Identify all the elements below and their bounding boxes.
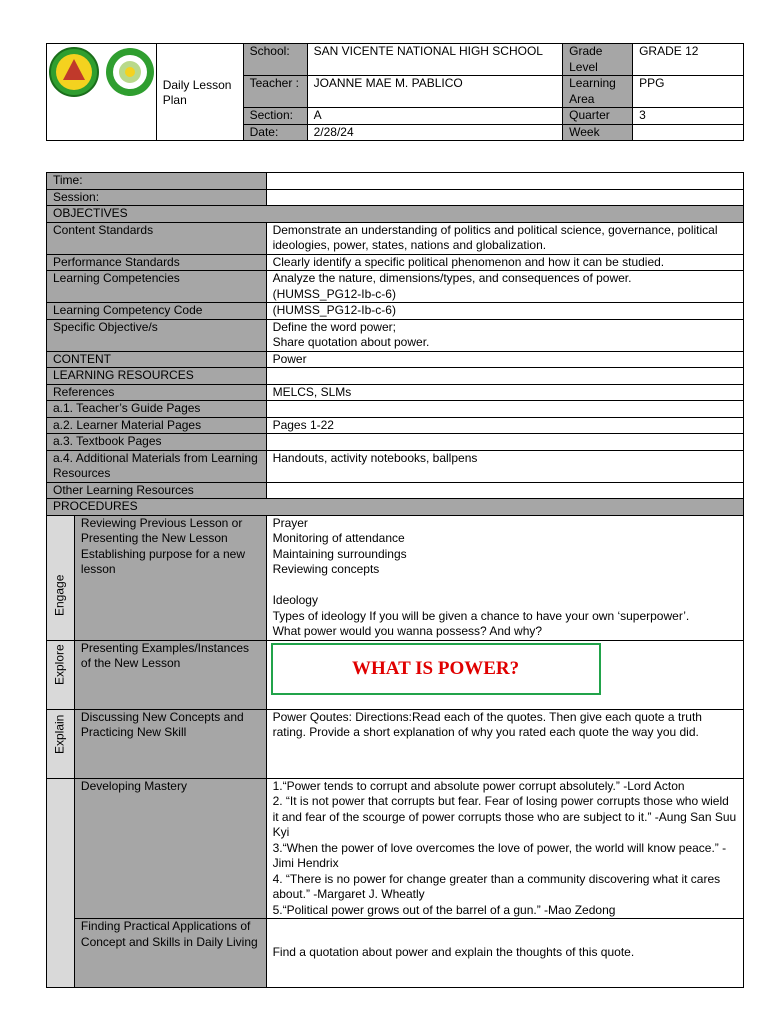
- other-resources-value: [266, 482, 743, 499]
- school-value: SAN VICENTE NATIONAL HIGH SCHOOL: [307, 44, 563, 76]
- engage-line: Prayer: [272, 515, 308, 530]
- learner-material-label: a.2. Learner Material Pages: [47, 417, 267, 434]
- competencies-value: Analyze the nature, dimensions/types, and consequences of power. (HUMSS_PG12-Ib-c-6): [266, 271, 743, 303]
- textbook-value: [266, 434, 743, 451]
- practical-label: Finding Practical Applications of Concept and Skills in Daily Living: [74, 919, 266, 988]
- mastery-content: [266, 778, 743, 919]
- area-value: PPG: [633, 76, 744, 108]
- engage-line: Types of ideology If you will be given a chance to have your own ‘superpower’.: [272, 608, 690, 623]
- teacher-label: Teacher :: [243, 76, 307, 108]
- week-value: [633, 124, 744, 141]
- explain-content: Power Qoutes: Directions:Read each of the quotes. Then give each quote a truth rating. Provide a short explanation of why you rated each quote the way you did.: [266, 709, 743, 778]
- school-label: School:: [243, 44, 307, 76]
- time-label: Time:: [47, 173, 267, 190]
- competency-code-value: (HUMSS_PG12-Ib-c-6): [266, 303, 743, 320]
- date-value: 2/28/24: [307, 124, 563, 141]
- teachers-guide-label: a.1. Teacher’s Guide Pages: [47, 401, 267, 418]
- engage-line: Ideology: [272, 593, 318, 607]
- quarter-label: Quarter: [563, 108, 633, 125]
- explore-phase: Explore: [47, 640, 75, 709]
- content-standards-label: Content Standards: [47, 222, 267, 254]
- area-label: Learning Area: [563, 76, 633, 108]
- explore-content: [266, 640, 743, 709]
- specific-objectives-label: Specific Objective/s: [47, 319, 267, 351]
- quote-item: 1.“Power tends to corrupt and absolute power corrupt absolutely.” -Lord Acton: [272, 778, 685, 793]
- time-value: [266, 173, 743, 190]
- engage-phase: Engage: [47, 515, 75, 640]
- additional-materials-value: Handouts, activity notebooks, ballpens: [266, 450, 743, 482]
- quote-item: 3.“When the power of love overcomes the love of power, the world will know peace.” -Jimi Hendrix: [272, 840, 727, 870]
- content-label: CONTENT: [47, 351, 267, 368]
- references-value: MELCS, SLMs: [266, 384, 743, 401]
- practical-content: Find a quotation about power and explain the thoughts of this quote.: [266, 919, 743, 988]
- grade-value: GRADE 12: [633, 44, 744, 76]
- teacher-value: JOANNE MAE M. PABLICO: [307, 76, 563, 108]
- section-label: Section:: [243, 108, 307, 125]
- explore-label: Presenting Examples/Instances of the New Lesson: [74, 640, 266, 709]
- textbook-label: a.3. Textbook Pages: [47, 434, 267, 451]
- additional-materials-label: a.4. Additional Materials from Learning Resources: [47, 450, 267, 482]
- engage-content: [266, 515, 743, 640]
- engage-spacer: [273, 578, 737, 594]
- header-table: [46, 43, 744, 141]
- lesson-plan-table: [46, 172, 744, 988]
- session-value: [266, 189, 743, 206]
- what-is-power-box: WHAT IS POWER?: [271, 643, 601, 695]
- engage-line: Maintaining surroundings: [272, 546, 407, 561]
- content-value: Power: [266, 351, 743, 368]
- quote-item: 5.“Political power grows out of the barrel of a gun.” -Mao Zedong: [272, 902, 616, 917]
- performance-standards-label: Performance Standards: [47, 254, 267, 271]
- mastery-label: Developing Mastery: [74, 778, 266, 919]
- objectives-heading: OBJECTIVES: [47, 206, 744, 223]
- specific-objectives-value: Define the word power; Share quotation about power.: [266, 319, 743, 351]
- learner-material-value: Pages 1-22: [266, 417, 743, 434]
- engage-line: Monitoring of attendance: [272, 531, 405, 545]
- quote-item: 4. “There is no power for change greater than a community discovering what it cares about.” -Margaret J. Wheatly: [272, 871, 721, 901]
- content-standards-value: Demonstrate an understanding of politics and political science, governance, political ideologies, power, states, nations and globalization.: [266, 222, 743, 254]
- quote-item: 2. “It is not power that corrupts but fear. Fear of losing power corrupts those who wield it and fear of the scourge of power corrupts those who are subject to it.” -Aung San Suu Kyi: [272, 794, 737, 839]
- resources-heading: LEARNING RESOURCES: [47, 368, 267, 385]
- procedures-heading: PROCEDURES: [47, 499, 744, 516]
- explain-phase: Explain: [47, 709, 75, 778]
- logos-cell: [47, 44, 157, 141]
- competency-code-label: Learning Competency Code: [47, 303, 267, 320]
- explain-label: Discussing New Concepts and Practicing New Skill: [74, 709, 266, 778]
- engage-line: Reviewing concepts: [272, 562, 380, 576]
- school-seal-logo: [105, 47, 155, 97]
- performance-standards-value: Clearly identify a specific political phenomenon and how it can be studied.: [266, 254, 743, 271]
- date-label: Date:: [243, 124, 307, 141]
- engage-line: What power would you wanna possess? And why?: [272, 624, 543, 638]
- session-label: Session:: [47, 189, 267, 206]
- teachers-guide-value: [266, 401, 743, 418]
- resources-value: [266, 368, 743, 385]
- quarter-value: 3: [633, 108, 744, 125]
- doc-title: Daily Lesson Plan: [156, 44, 243, 141]
- engage-label: Reviewing Previous Lesson or Presenting the New Lesson Establishing purpose for a new lesson: [74, 515, 266, 640]
- competencies-label: Learning Competencies: [47, 271, 267, 303]
- deped-logo: [49, 47, 99, 97]
- references-label: References: [47, 384, 267, 401]
- elaborate-phase: [47, 778, 75, 988]
- grade-label: Grade Level: [563, 44, 633, 76]
- other-resources-label: Other Learning Resources: [47, 482, 267, 499]
- week-label: Week: [563, 124, 633, 141]
- section-value: A: [307, 108, 563, 125]
